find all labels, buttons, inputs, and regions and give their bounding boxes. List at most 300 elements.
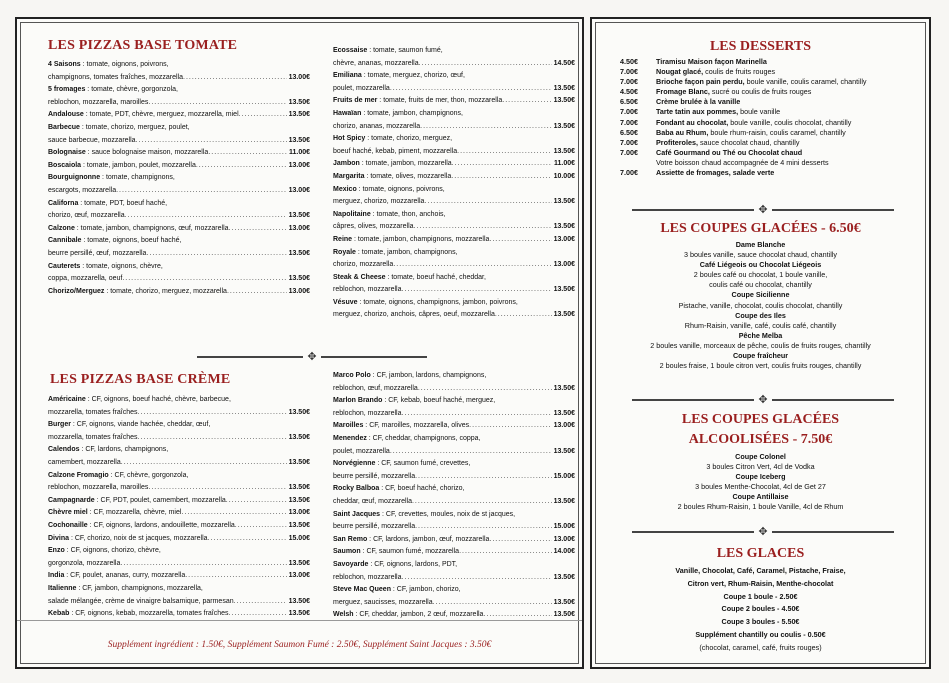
pizza-name: Barbecue [48,123,80,131]
item-heading: Dame Blanche [735,240,786,249]
pizza-price: 13.00€ [288,509,310,517]
pizza-price: 11.00€ [288,149,310,157]
menu-line [333,370,575,383]
pizzas-creme-list-2 [333,370,575,622]
dot-leader [420,121,551,134]
dessert-name: Crème brulée à la vanille [656,97,741,107]
dessert-row [620,138,920,148]
pizza-ingredients: : tomate, jambon, champignons, [361,109,463,117]
pizza-price: 13.00€ [288,161,310,169]
pizza-price: 13.50€ [288,98,310,106]
pizza-ingredients: : tomate, oignons, poivrons, [80,61,169,68]
dot-leader [226,495,287,508]
menu-line [333,247,575,260]
pizza-name: Divina [48,534,70,542]
menu-line [48,122,310,135]
dessert-price: 7.00€ [620,147,638,157]
pizza-ingredients: : CF, oignons, kebab, mozzarella, tomates fraîches [69,610,229,618]
pizza-price: 13.50€ [553,122,575,130]
pizza-ingredients: sauce barbecue, mozzarella [48,136,136,144]
pizza-price: 13.00€ [553,235,575,243]
pizza-price: 13.50€ [288,521,310,529]
item-description: 3 boules Citron Vert, 4cl de Vodka [706,462,815,472]
pizza-price: 13.50€ [288,275,310,283]
menu-line [333,184,575,197]
item-description: 2 boules vanille, morceaux de pêche, coulis de fruits rouges, chantilly [650,340,871,350]
dot-leader [502,95,551,108]
menu-line [333,121,575,134]
item-heading: Coupe 1 boule - 2.50€ [723,591,798,601]
pizza-name: Italienne [48,584,77,592]
dessert-price: 7.00€ [620,107,638,117]
pizza-name: Saumon [333,548,361,556]
pizza-price: 13.50€ [288,136,310,144]
section-divider [197,352,427,362]
pizza-ingredients: : CF, jambon, lardons, champignons, [370,372,487,379]
pizza-price: 13.50€ [553,311,575,319]
menu-line [48,583,310,596]
pizza-name: Cochonaille [48,521,88,529]
menu-line [48,235,310,248]
dessert-name: Brioche façon pain perdu, [656,77,745,87]
pizza-name: Cannibale [48,237,82,245]
pizza-name: Ecossaise [333,47,368,54]
pizza-ingredients: : tomate, jambon, champignons, œuf, mozzarella [74,224,229,232]
pizza-name: Boscaiola [48,161,82,169]
dessert-description: sauce chocolat chaud, chantilly [697,137,800,147]
pizzas-tomate-title: LES PIZZAS BASE TOMATE [48,38,238,53]
dot-leader [148,97,286,110]
ornament-icon: ✥ [758,204,768,216]
pizza-price: 15.00€ [553,472,575,480]
pizza-ingredients: : tomate, olives, mozzarella [364,172,452,180]
pizza-name: San Remo [333,535,368,543]
dessert-row [620,97,920,107]
pizza-name: Emiliana [333,72,362,80]
dessert-menu-panel [590,17,931,669]
item-description: 2 boules Rhum-Raisin, 1 boule Vanille, 4cl de Rhum [677,502,844,512]
dot-leader [495,309,552,322]
item-heading: Coupe Sicilienne [731,290,790,300]
section-divider [632,205,894,215]
item-heading: Coupe 3 boules - 5.50€ [721,617,800,627]
pizza-ingredients: : tomate, thon, anchois, [370,210,446,218]
pizza-ingredients: : CF, boeuf haché, chorizo, [379,485,465,493]
pizza-price: 13.50€ [553,409,575,417]
item-heading: Coupe 2 boules - 4.50€ [721,604,800,614]
pizza-ingredients: beurre persillé, mozzarella [333,523,416,531]
coupes-alcoolisees-list [602,452,919,513]
pizza-name: Hot Spicy [333,135,366,143]
supplements-text: Supplément ingrédient : 1.50€, Supplément Saumon Fumé : 2.50€, Supplément Saint Jacques : 3.50€ [107,640,492,650]
pizza-name: Rocky Balboa [333,485,380,493]
pizza-price: 13.00€ [553,261,575,269]
item-heading: Coupe des Iles [735,310,786,320]
pizza-name: Calzone Fromagio [48,471,109,479]
item-heading: Vanille, Chocolat, Café, Caramel, Pistache, Fraise, [675,566,846,575]
dessert-description: boule vanille, coulis chocolat, chantilly [728,117,852,127]
menu-line [48,608,310,621]
menu-line [333,259,575,272]
menu-line [48,470,310,483]
dot-leader [235,520,287,533]
pizza-name: Calendos [48,446,80,454]
menu-line [48,495,310,508]
dessert-name: Baba au Rhum, [656,127,709,137]
menu-line [333,395,575,408]
pizza-ingredients: escargots, mozzarella [48,186,117,194]
pizza-ingredients: merguez, chorizo, anchois, câpres, oeuf, mozzarella [333,311,495,319]
pizza-price: 13.50€ [288,597,310,605]
dot-leader [181,507,286,520]
dot-leader [229,608,287,621]
pizza-price: 15.00€ [288,534,310,542]
pizza-price: 13.00€ [288,572,310,580]
dot-leader [183,72,287,85]
pizzas-creme-title: LES PIZZAS BASE CRÈME [50,372,231,387]
pizza-price: 13.50€ [553,198,575,206]
item-description: 3 boules Menthe-Chocolat, 4cl de Get 27 [695,482,826,492]
menu-line [48,286,310,299]
pizza-name: 5 fromages [48,86,86,94]
pizza-ingredients: : CF, oignons, lardons, andouillette, mozzarella [87,521,235,529]
dessert-price: 7.00€ [620,168,638,178]
dessert-row [620,67,920,77]
menu-line [333,83,575,96]
dot-leader [393,259,551,272]
pizza-ingredients: beurre persillé, mozzarella [333,472,416,480]
pizza-ingredients: : tomate, chorizo, merguez, poulet, [79,123,190,131]
pizza-ingredients: : tomate, jambon, champignons, mozzarella [352,235,490,243]
menu-line [48,533,310,546]
pizzas-tomate-list-1 [48,59,310,298]
dot-leader [390,446,552,459]
pizza-name: Hawaïan [333,109,362,117]
dot-leader [415,521,551,534]
dessert-name: Fondant au chocolat, [656,117,729,127]
pizza-name: Américaine [48,396,86,403]
pizza-name: Burger [48,421,71,429]
pizza-ingredients: boeuf haché, kebab, piment, mozzarella [333,147,458,155]
pizza-price: 13.00€ [553,535,575,543]
menu-line [48,172,310,185]
desserts-title: LES DESSERTS [709,39,812,54]
pizza-ingredients: : CF, chorizo, noix de st jacques, mozzarella [69,534,208,542]
pizza-ingredients: chèvre, ananas, mozzarella [333,59,419,67]
pizza-ingredients: mozzarella, tomates fraîches [48,433,138,441]
pizza-ingredients: : CF, poulet, ananas, curry, mozzarella [64,572,186,580]
menu-line [333,209,575,222]
menu-line [48,444,310,457]
dessert-price: 7.00€ [620,67,638,77]
pizza-menu-panel [15,17,584,669]
dot-leader [196,160,287,173]
desserts-list [620,57,920,178]
pizza-name: Mexico [333,185,357,193]
menu-line [333,171,575,184]
menu-line [48,109,310,122]
dessert-description: coulis de fruits rouges [703,67,776,77]
dessert-name: Café Gourmand ou Thé ou Chocolat chaud [656,147,803,157]
dot-leader [412,496,552,509]
dessert-row [620,77,920,87]
menu-line [333,146,575,159]
pizza-price: 13.50€ [553,611,575,619]
dot-leader [459,546,552,559]
dot-leader [120,558,286,571]
pizza-name: 4 Saisons [48,61,81,68]
dessert-name: Tiramisu Maison façon Marinella [656,57,767,66]
dot-leader [208,147,287,160]
menu-line [48,432,310,445]
pizza-ingredients: : tomate, fruits de mer, thon, mozzarella [377,97,503,105]
pizza-price: 13.50€ [553,147,575,155]
dessert-price: 7.00€ [620,77,638,87]
pizza-ingredients: reblochon, mozzarella [333,409,402,417]
menu-line [48,72,310,85]
dot-leader [424,196,551,209]
pizzas-tomate-list-2 [333,45,575,322]
menu-line [48,160,310,173]
ornament-icon: ✥ [758,526,768,538]
pizza-ingredients: : sauce bolognaise maison, mozzarella [85,149,209,157]
pizza-name: Andalouse [48,111,84,119]
dot-leader [137,407,286,420]
pizza-ingredients: : tomate, boeuf haché, cheddar, [385,273,486,281]
coupes-glacees-title: LES COUPES GLACÉES - 6.50€ [660,221,861,236]
pizza-ingredients: : tomate, oignons, boeuf haché, [81,237,182,245]
dessert-price: 4.50€ [620,87,638,97]
menu-line [333,458,575,471]
dessert-row [620,158,920,168]
dot-leader [229,223,287,236]
dot-leader [122,273,286,286]
pizza-ingredients: : CF, mozzarella, chèvre, miel [87,509,182,517]
pizza-name: Napolitaine [333,210,371,218]
pizza-ingredients: : CF, jambon, chorizo, [390,586,461,594]
dot-leader [136,135,287,148]
pizza-ingredients: mozzarella, tomates fraîches [48,408,138,416]
item-description: (chocolat, caramel, café, fruits rouges) [699,642,822,652]
pizza-ingredients: reblochon, mozzarella [333,286,402,294]
pizza-ingredients: merguez, saucisses, mozzarella [333,598,433,606]
pizza-price: 13.00€ [288,73,310,81]
pizza-name: Welsh [333,611,354,619]
pizza-name: Campagnarde [48,496,95,504]
pizza-ingredients: camembert, mozzarella [48,458,121,466]
pizza-price: 14.50€ [553,59,575,67]
menu-line [48,185,310,198]
menu-line [333,70,575,83]
menu-line [333,158,575,171]
pizza-ingredients: : tomate, chèvre, gorgonzola, [85,86,178,94]
pizza-price: 10.00€ [553,172,575,180]
menu-line [48,507,310,520]
pizza-ingredients: : tomate, oignons, poivrons, [356,185,445,193]
dessert-description: boule vanille [738,107,781,117]
pizza-ingredients: : CF, oignons, boeuf haché, chèvre, barbecue, [85,396,231,403]
section-divider [632,395,894,405]
pizza-ingredients: : CF, lardons, jambon, œuf, mozzarella [367,535,490,543]
dot-leader [418,383,552,396]
dessert-price: 6.50€ [620,97,638,107]
dessert-price: 6.50€ [620,127,638,137]
menu-line [48,407,310,420]
menu-line [48,273,310,286]
pizza-price: 13.50€ [553,286,575,294]
dot-leader [146,248,286,261]
pizza-price: 11.00€ [553,160,575,168]
pizza-price: 13.00€ [288,224,310,232]
dessert-row [620,57,920,67]
pizza-ingredients: merguez, chorizo, mozzarella [333,198,425,206]
menu-line [48,394,310,407]
menu-line [333,483,575,496]
menu-line [333,471,575,484]
dot-leader [419,58,552,71]
dot-leader [401,572,551,585]
dessert-price: 7.00€ [620,117,638,127]
dot-leader [125,210,287,223]
pizza-price: 13.50€ [553,447,575,455]
pizza-ingredients: : tomate, jambon, poulet, mozzarella [81,161,196,169]
dessert-description: Votre boisson chaud accompagnée de 4 mini desserts [656,157,829,167]
pizza-ingredients: : tomate, oignons, chèvre, [80,262,163,270]
pizza-ingredients: : CF, oignons, lardons, PDT, [368,560,458,568]
menu-line [333,446,575,459]
dessert-price: 4.50€ [620,57,638,66]
pizza-name: Vésuve [333,298,358,306]
menu-line [333,45,575,58]
pizza-price: 13.50€ [288,458,310,466]
pizza-ingredients: : tomate, saumon fumé, [367,47,443,54]
pizza-name: Fruits de mer [333,97,378,105]
item-heading: Coupe Colonel [735,452,786,461]
glaces-title: LES GLACES [716,546,805,561]
glaces-list [602,565,919,655]
pizza-price: 13.50€ [288,408,310,416]
pizza-ingredients: coppa, mozzarella, oeuf [48,275,123,283]
pizza-price: 13.50€ [553,598,575,606]
pizza-ingredients: : CF, oignons, viande hachée, cheddar, œuf, [70,421,211,429]
menu-line [333,221,575,234]
dot-leader [234,596,287,609]
pizza-ingredients: : CF, saumon fumé, crevettes, [375,460,471,468]
pizza-ingredients: reblochon, mozzarella, maroilles [48,484,149,492]
menu-line [333,133,575,146]
coupes-alcoolisees-title-2: ALCOOLISÉES - 7.50€ [688,432,833,447]
dot-leader [401,284,551,297]
pizza-ingredients: : tomate, PDT, chèvre, merguez, mozzarella, miel [83,111,239,119]
item-description: Pistache, vanille, chocolat, coulis chocolat, chantilly [678,300,843,310]
pizza-ingredients: : CF, cheddar, champignons, coppa, [366,434,481,442]
item-heading: Supplément chantilly ou coulis - 0.50€ [695,629,826,639]
dot-leader [415,471,551,484]
menu-line [48,248,310,261]
menu-line [333,297,575,310]
menu-line [333,534,575,547]
pizza-price: 15.00€ [553,523,575,531]
ornament-icon: ✥ [758,394,768,406]
pizza-name: Californa [48,199,79,207]
pizza-ingredients: : CF, maroilles, mozzarella, olives [363,422,470,430]
menu-line [333,309,575,322]
pizza-price: 13.50€ [553,223,575,231]
menu-line [333,584,575,597]
pizza-price: 13.50€ [553,573,575,581]
pizza-price: 13.50€ [553,84,575,92]
pizza-ingredients: chorizo, ananas, mozzarella [333,122,421,130]
pizza-ingredients: reblochon, mozzarella [333,573,402,581]
pizza-ingredients: : CF, saumon fumé, mozzarella [360,548,460,556]
pizza-name: Maroilles [333,422,364,430]
dot-leader [137,432,286,445]
pizza-ingredients: : CF, chèvre, gorgonzola, [108,471,189,479]
menu-line [333,234,575,247]
pizza-ingredients: : tomate, oignons, champignons, jambon, poivrons, [357,298,518,306]
menu-line [333,383,575,396]
pizza-price: 13.50€ [288,496,310,504]
pizza-ingredients: : tomate, chorizo, merguez, [365,135,453,143]
menu-line [333,272,575,285]
menu-line [48,223,310,236]
menu-line [48,135,310,148]
menu-line [48,97,310,110]
pizza-ingredients: reblochon, œuf, mozzarella [333,384,418,392]
dot-leader [469,420,551,433]
pizza-price: 13.00€ [553,422,575,430]
item-heading: Café Liégeois ou Chocolat Liégeois [699,260,822,270]
pizza-name: Cauterets [48,262,81,270]
menu-line [333,521,575,534]
pizza-ingredients: : tomate, PDT, boeuf haché, [78,199,168,207]
dot-leader [227,286,287,299]
pizza-ingredients: : CF, kebab, boeuf haché, merguez, [382,397,496,405]
menu-line [48,59,310,72]
pizza-price: 13.50€ [288,433,310,441]
ornament-icon: ✥ [307,351,317,363]
dessert-name: Profiteroles, [656,137,698,147]
item-heading: Coupe Antillaise [732,492,789,502]
menu-line [333,572,575,585]
pizza-price: 13.50€ [553,384,575,392]
dot-leader [401,408,551,421]
menu-line [48,84,310,97]
pizza-ingredients: chorizo, mozzarella [333,261,394,269]
menu-line [333,546,575,559]
item-description: coulis café ou chocolat, chantilly [709,280,812,290]
dessert-row [620,107,920,117]
dessert-row [620,87,920,97]
pizza-name: Marlon Brando [333,397,383,405]
menu-line [48,596,310,609]
pizza-name: Bourguignonne [48,174,101,182]
dessert-row [620,118,920,128]
menu-line [333,559,575,572]
pizza-name: Savoyarde [333,560,369,568]
pizza-name: Royale [333,248,356,256]
pizza-ingredients: chorizo, œuf, mozzarella [48,212,125,220]
item-heading: Coupe Iceberg [735,472,786,482]
pizza-name: Menendez [333,434,367,442]
menu-line [48,457,310,470]
pizza-name: Enzo [48,547,65,555]
pizza-name: Norvégienne [333,460,376,468]
pizza-name: India [48,572,65,580]
pizza-price: 13.50€ [288,212,310,220]
pizza-ingredients: salade mélangée, crème de vinaigre balsamique, parmesan [48,597,234,605]
dessert-name: Assiette de fromages, salade verte [656,168,775,178]
